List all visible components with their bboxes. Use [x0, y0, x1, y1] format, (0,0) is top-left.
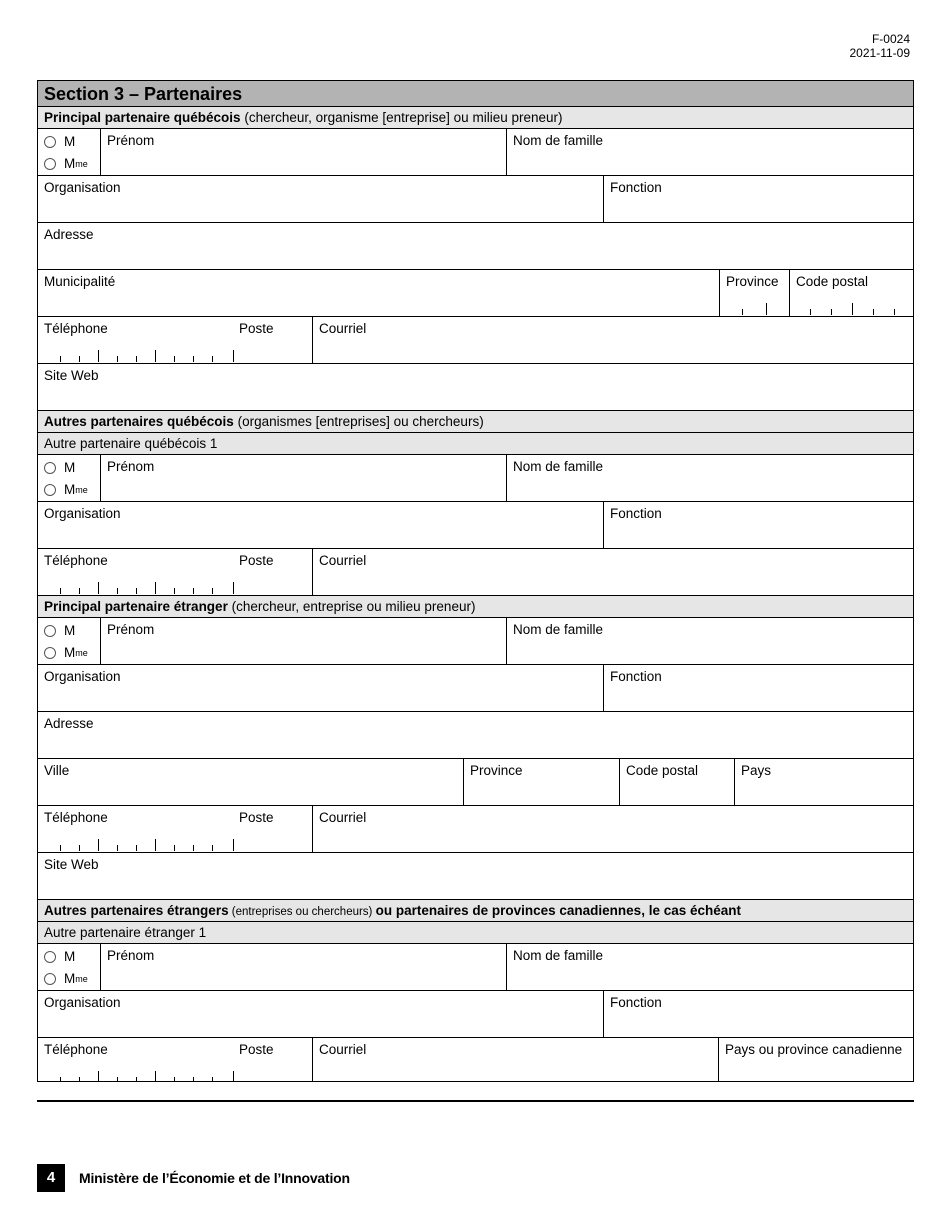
radio-m[interactable]: M [44, 623, 75, 638]
radio-mme[interactable]: M me [44, 156, 88, 171]
radio-mme[interactable]: M me [44, 482, 88, 497]
function-field[interactable]: Fonction [603, 502, 913, 548]
name-row [38, 944, 913, 991]
first-name-field[interactable]: Prénom [100, 455, 506, 501]
principal-qc-header: Principal partenaire québécois (chercheur, organisme [entreprise] ou milieu preneur) [38, 107, 913, 129]
address-row [38, 223, 913, 270]
website-row [38, 364, 913, 411]
title-radios [38, 455, 100, 501]
radio-circle-icon[interactable] [44, 973, 56, 985]
phone-row [38, 1038, 913, 1082]
postal-code-field[interactable]: Code postal [619, 759, 734, 805]
phone-field[interactable]: Téléphone Poste [38, 1038, 312, 1082]
website-field[interactable]: Site Web [44, 857, 99, 872]
form-date: 2021-11-09 [849, 46, 910, 60]
phone-comb [38, 1071, 238, 1082]
phone-row [38, 806, 913, 853]
form-code: F-0024 [871, 32, 910, 46]
phone-field[interactable]: Téléphone Poste [38, 806, 312, 852]
radio-circle-icon[interactable] [44, 484, 56, 496]
first-name-field[interactable]: Prénom [100, 944, 506, 990]
website-row [38, 853, 913, 900]
address-field[interactable]: Adresse [44, 716, 94, 731]
radio-circle-icon[interactable] [44, 136, 56, 148]
partners-form [37, 80, 914, 1082]
autre-etranger-1-header: Autre partenaire étranger 1 [38, 922, 913, 944]
last-name-field[interactable]: Nom de famille [506, 944, 913, 990]
phone-comb [38, 839, 238, 851]
radio-circle-icon[interactable] [44, 462, 56, 474]
city-field[interactable]: Ville [44, 763, 70, 778]
email-field[interactable]: Courriel [312, 806, 913, 852]
municipality-field[interactable]: Municipalité [44, 274, 116, 289]
address-row [38, 712, 913, 759]
province-field[interactable]: Province [719, 270, 789, 316]
name-row [38, 129, 913, 176]
email-field[interactable]: Courriel [312, 549, 913, 595]
postal-code-comb [790, 303, 914, 315]
phone-field[interactable]: Téléphone Poste [38, 549, 312, 595]
phone-comb [38, 350, 238, 362]
radio-m[interactable]: M [44, 460, 75, 475]
radio-circle-icon[interactable] [44, 625, 56, 637]
province-field[interactable]: Province [463, 759, 619, 805]
title-radios [38, 944, 100, 990]
function-field[interactable]: Fonction [603, 991, 913, 1037]
first-name-field[interactable]: Prénom [100, 618, 506, 664]
phone-field[interactable]: Téléphone Poste [38, 317, 312, 363]
ministry-name: Ministère de l’Économie et de l’Innovation [79, 1170, 350, 1186]
autre-qc-1-header: Autre partenaire québécois 1 [38, 433, 913, 455]
document-reference [850, 32, 911, 60]
organisation-field[interactable]: Organisation [44, 506, 121, 521]
organisation-row [38, 502, 913, 549]
website-field[interactable]: Site Web [44, 368, 99, 383]
country-field[interactable]: Pays [734, 759, 913, 805]
page-number: 4 [37, 1164, 65, 1192]
radio-circle-icon[interactable] [44, 951, 56, 963]
name-row [38, 618, 913, 665]
title-radios [38, 129, 100, 175]
autres-etranger-header: Autres partenaires étrangers (entreprises ou chercheurs) ou partenaires de provinces canadiennes, le cas échéant [38, 900, 913, 922]
phone-row [38, 549, 913, 596]
postal-code-field[interactable]: Code postal [789, 270, 913, 316]
function-field[interactable]: Fonction [603, 176, 913, 222]
email-field[interactable]: Courriel [312, 317, 913, 363]
last-name-field[interactable]: Nom de famille [506, 618, 913, 664]
province-comb [720, 303, 790, 315]
city-row [38, 759, 913, 806]
principal-etranger-header: Principal partenaire étranger (chercheur, entreprise ou milieu preneur) [38, 596, 913, 618]
organisation-field[interactable]: Organisation [44, 180, 121, 195]
phone-row [38, 317, 913, 364]
radio-m[interactable]: M [44, 134, 75, 149]
footer-divider [37, 1100, 914, 1102]
address-field[interactable]: Adresse [44, 227, 94, 242]
first-name-field[interactable]: Prénom [100, 129, 506, 175]
organisation-field[interactable]: Organisation [44, 995, 121, 1010]
last-name-field[interactable]: Nom de famille [506, 455, 913, 501]
organisation-row [38, 991, 913, 1038]
organisation-field[interactable]: Organisation [44, 669, 121, 684]
organisation-row [38, 176, 913, 223]
organisation-row [38, 665, 913, 712]
radio-circle-icon[interactable] [44, 158, 56, 170]
name-row [38, 455, 913, 502]
radio-mme[interactable]: M me [44, 645, 88, 660]
autres-qc-header: Autres partenaires québécois (organismes [entreprises] ou chercheurs) [38, 411, 913, 433]
function-field[interactable]: Fonction [603, 665, 913, 711]
radio-circle-icon[interactable] [44, 647, 56, 659]
last-name-field[interactable]: Nom de famille [506, 129, 913, 175]
phone-comb [38, 582, 238, 594]
country-or-province-field[interactable]: Pays ou province canadienne [718, 1038, 913, 1082]
radio-mme[interactable]: M me [44, 971, 88, 986]
email-field[interactable]: Courriel [312, 1038, 718, 1082]
radio-m[interactable]: M [44, 949, 75, 964]
title-radios [38, 618, 100, 664]
municipality-row [38, 270, 913, 317]
section-title: Section 3 – Partenaires [38, 81, 913, 107]
